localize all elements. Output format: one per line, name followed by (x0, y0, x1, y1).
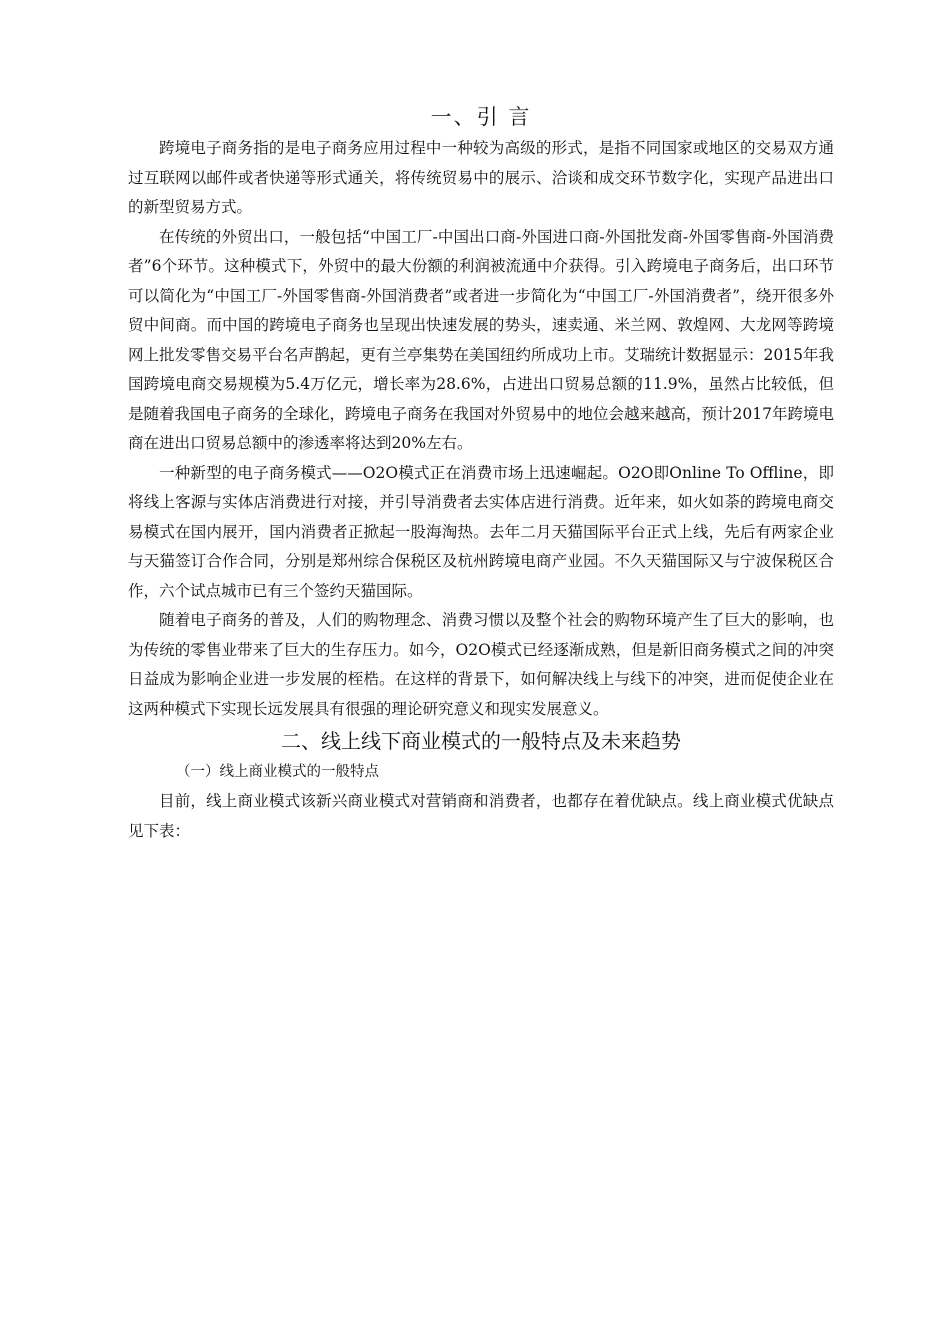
section-title-business-models: 二、线上线下商业模式的一般特点及未来趋势 (281, 729, 681, 753)
paragraph: 一种新型的电子商务模式——O2O模式正在消费市场上迅速崛起。O2O即Online To Offline，即将线上客源与实体店消费进行对接，并引导消费者去实体店进行消费。近年来，如火如荼的跨境电商交易模式在国内展开，国内消费者正掀起一股海淘热。去年二月天猫国际平台正式上线，先后有两家企业与天猫签订合作合同，分别是郑州综合保税区及杭州跨境电商产业园。不久天猫国际又与宁波保税区合作，六个试点城市已有三个签约天猫国际。 (128, 463, 834, 600)
subsection-title-online-features: （一）线上商业模式的一般特点 (176, 764, 379, 780)
paragraph: 跨境电子商务指的是电子商务应用过程中一种较为高级的形式，是指不同国家或地区的交易双方通过互联网以邮件或者快递等形式通关，将传统贸易中的展示、洽谈和成交环节数字化，实现产品进出口的新型贸易方式。 (128, 139, 834, 216)
document-body (128, 100, 834, 846)
paragraph: 在传统的外贸出口，一般包括“中国工厂-中国出口商-外国进口商-外国批发商-外国零售商-外国消费者”6个环节。这种模式下，外贸中的最大份额的利润被流通中介获得。引入跨境电子商务后，出口环节可以简化为“中国工厂-外国零售商-外国消费者”或者进一步简化为“中国工厂-外国消费者”，绕开很多外贸中间商。而中国的跨境电子商务也呈现出快速发展的势头，速卖通、米兰网、敦煌网、大龙网等跨境网上批发零售交易平台名声鹊起，更有兰亭集势在美国纽约所成功上市。艾瑞统计数据显示：2015年我国跨境电商交易规模为5.4万亿元，增长率为28.6%，占进出口贸易总额的11.9%，虽然占比较低，但是随着我国电子商务的全球化，跨境电子商务在我国对外贸易中的地位会越来越高，预计2017年跨境电商在进出口贸易总额中的渗透率将达到20%左右。 (128, 227, 834, 452)
paragraph: 目前，线上商业模式该新兴商业模式对营销商和消费者，也都存在着优缺点。线上商业模式优缺点见下表： (128, 792, 834, 840)
section-title-introduction: 一、引 言 (430, 105, 532, 129)
paragraph: 随着电子商务的普及，人们的购物理念、消费习惯以及整个社会的购物环境产生了巨大的影响，也为传统的零售业带来了巨大的生存压力。如今，O2O模式已经逐渐成熟，但是新旧商务模式之间的冲突日益成为影响企业进一步发展的桎梏。在这样的背景下，如何解决线上与线下的冲突，进而促使企业在这两种模式下实现长远发展具有很强的理论研究意义和现实发展意义。 (128, 611, 834, 718)
